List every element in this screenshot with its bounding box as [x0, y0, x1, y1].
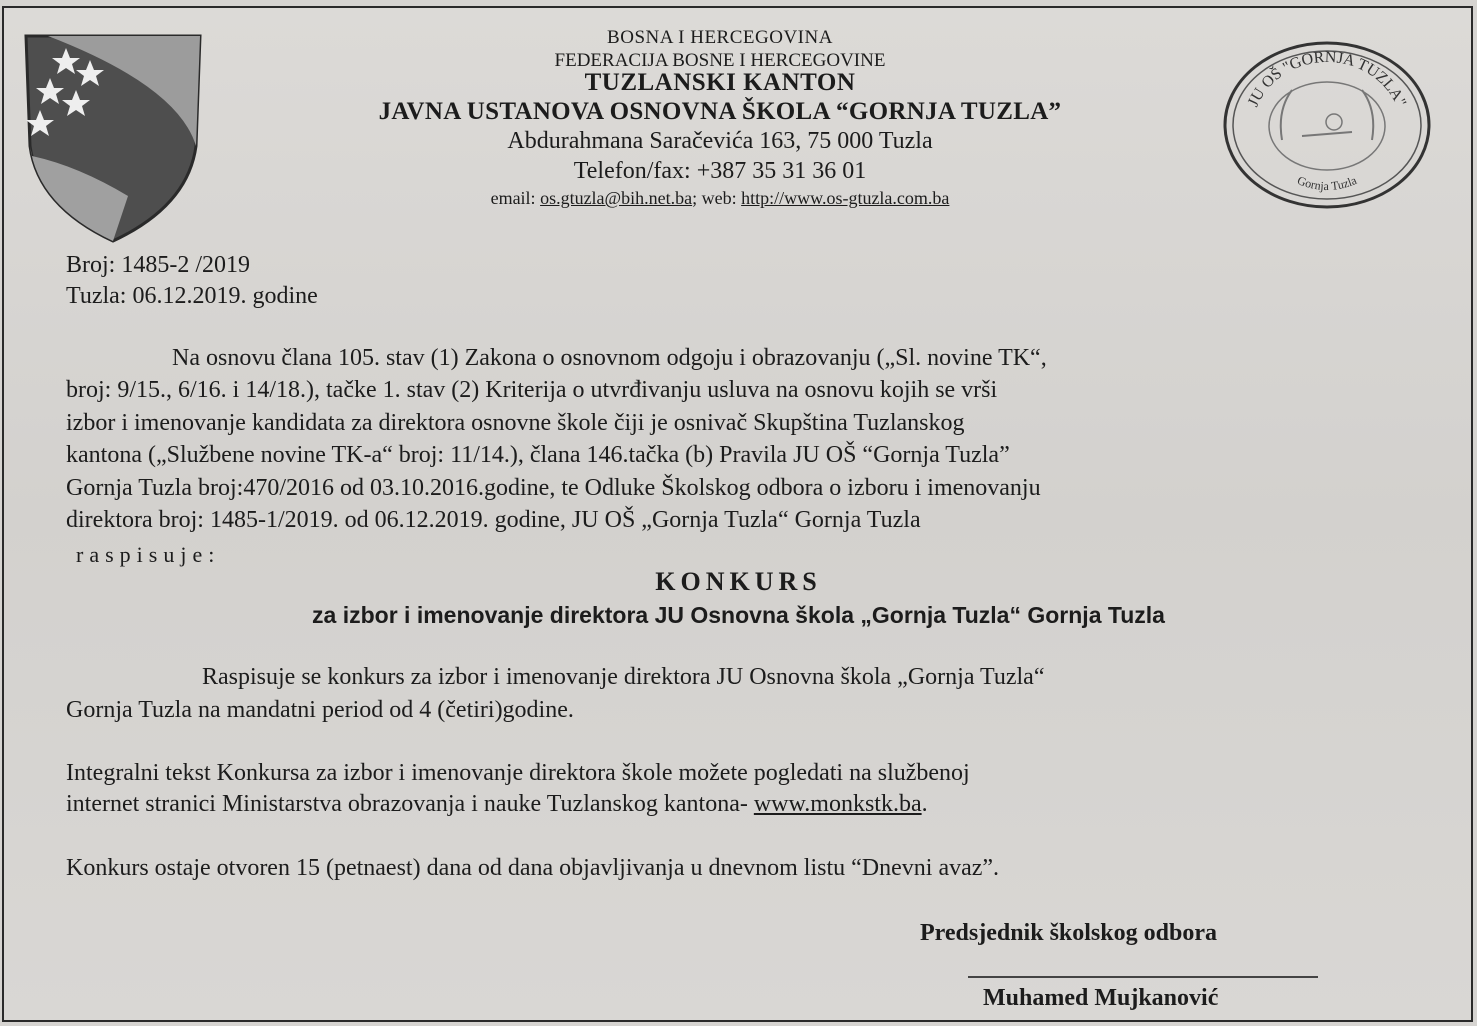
body-text: . [921, 791, 928, 817]
header-canton: TUZLANSKI KANTON [584, 69, 856, 96]
preamble-line: izbor i imenovanje kandidata za direktora osnovne škole čiji je osnivač Skupština Tuzlanskog [66, 410, 965, 436]
body-paragraph-line: Integralni tekst Konkursa za izbor i imenovanje direktora škole možete pogledati na službenoj [66, 760, 970, 786]
email-label: email: [490, 188, 541, 208]
web-link[interactable]: http://www.os-gtuzla.com.ba [741, 188, 950, 208]
preamble-line: kantona („Službene novine TK-a“ broj: 11/14.), člana 146.tačka (b) Pravila JU OŠ “Gornja Tuzla” [66, 442, 1010, 468]
raspisuje-label: raspisuje: [76, 542, 221, 567]
header-address: Abdurahmana Saračevića 163, 75 000 Tuzla [507, 128, 933, 154]
coat-of-arms-icon [18, 26, 208, 246]
reference-number: Broj: 1485-2 /2019 [66, 252, 250, 278]
preamble-line: Gornja Tuzla broj:470/2016 od 03.10.2016.godine, te Odluke Školskog odbora o izboru i imenovanju [66, 475, 1041, 501]
email-link[interactable]: os.gtuzla@bih.net.ba [540, 188, 693, 208]
body-text: internet stranici Ministarstva obrazovanja i nauke Tuzlanskog kantona- [66, 791, 754, 817]
signature-line [968, 976, 1318, 978]
header-country: BOSNA I HERCEGOVINA [607, 27, 833, 48]
header-school-name: JAVNA USTANOVA OSNOVNA ŠKOLA “GORNJA TUZLA” [378, 98, 1062, 125]
signature-name: Muhamed Mujkanović [983, 985, 1219, 1011]
preamble-line: direktora broj: 1485-1/2019. od 06.12.2019. godine, JU OŠ „Gornja Tuzla“ Gornja Tuzla [66, 507, 921, 533]
document-date: Tuzla: 06.12.2019. godine [66, 283, 318, 309]
preamble-line: broj: 9/15., 6/16. i 14/18.), tačke 1. stav (2) Kriterija o utvrđivanju usluva na osnovu kojih se vrši [66, 377, 998, 403]
konkurs-subtitle: za izbor i imenovanje direktora JU Osnovna škola „Gornja Tuzla“ Gornja Tuzla [312, 602, 1165, 628]
signature-title: Predsjednik školskog odbora [920, 920, 1217, 946]
body-paragraph-line: Konkurs ostaje otvoren 15 (petnaest) dana od dana objavljivanja u dnevnom listu “Dnevni avaz”. [66, 855, 1000, 881]
web-label: ; web: [692, 188, 742, 208]
header-phone: Telefon/fax: +387 35 31 36 01 [573, 158, 867, 184]
header-contact [240, 188, 1200, 209]
ministry-link[interactable]: www.monkstk.ba [753, 791, 922, 817]
body-paragraph-line: Gornja Tuzla na mandatni period od 4 (četiri)godine. [66, 697, 574, 723]
konkurs-title: KONKURS [655, 567, 822, 596]
seal-bottom-text: Gornja Tuzla [1295, 173, 1359, 194]
seal-top-text: JU OŠ "GORNJA TUZLA" [1244, 48, 1410, 110]
body-paragraph-line [66, 791, 928, 818]
school-seal-icon [1222, 40, 1432, 210]
header-federation: FEDERACIJA BOSNE I HERCEGOVINE [554, 50, 886, 71]
body-paragraph-line: Raspisuje se konkurs za izbor i imenovanje direktora JU Osnovna škola „Gornja Tuzla“ [202, 664, 1045, 690]
preamble-line: Na osnovu člana 105. stav (1) Zakona o osnovnom odgoju i obrazovanju („Sl. novine TK“, [172, 345, 1047, 371]
